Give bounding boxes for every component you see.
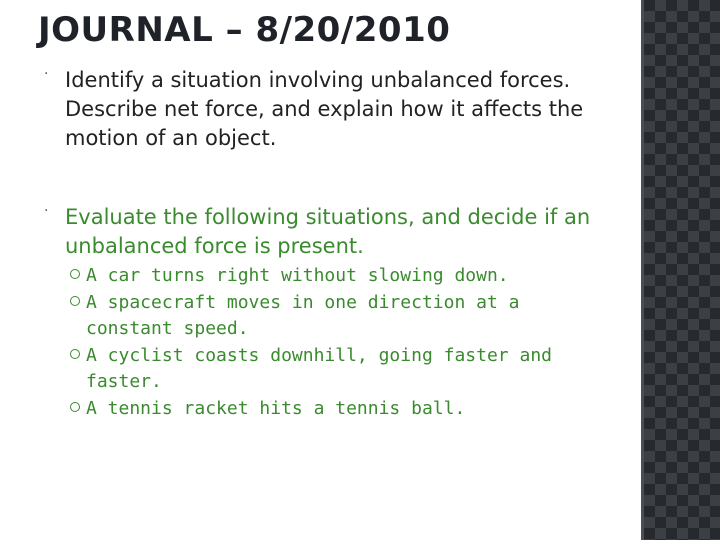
slide-title: JOURNAL – 8/20/2010	[38, 10, 451, 50]
sub-bullet-list	[70, 263, 570, 422]
sub-bullet-text-4: A tennis racket hits a tennis ball.	[86, 398, 466, 419]
sub-bullet-text-1: A car turns right without slowing down.	[86, 265, 509, 286]
bullet-dot-icon: ·	[44, 203, 49, 219]
decorative-pattern-strip	[641, 0, 720, 540]
sub-bullet-text-3: A cyclist coasts downhill, going faster and faster.	[86, 345, 552, 392]
circle-bullet-icon	[70, 402, 80, 412]
circle-bullet-icon	[70, 296, 80, 306]
circle-bullet-icon	[70, 349, 80, 359]
sub-bullet-text-2: A spacecraft moves in one direction at a constant speed.	[86, 292, 520, 339]
sub-bullet-item	[70, 396, 570, 422]
sub-bullet-item	[70, 263, 570, 289]
sub-bullet-item	[70, 290, 570, 342]
bullet-text-2: Evaluate the following situations, and decide if an unbalanced force is present.	[65, 205, 591, 258]
bullet-item-2	[44, 203, 619, 261]
circle-bullet-icon	[70, 269, 80, 279]
bullet-dot-icon: ·	[44, 66, 49, 82]
bullet-text-1: Identify a situation involving unbalanced forces. Describe net force, and explain how it affects the motion of an object.	[65, 68, 584, 150]
bullet-item-1	[44, 66, 614, 153]
sub-bullet-item	[70, 343, 570, 395]
